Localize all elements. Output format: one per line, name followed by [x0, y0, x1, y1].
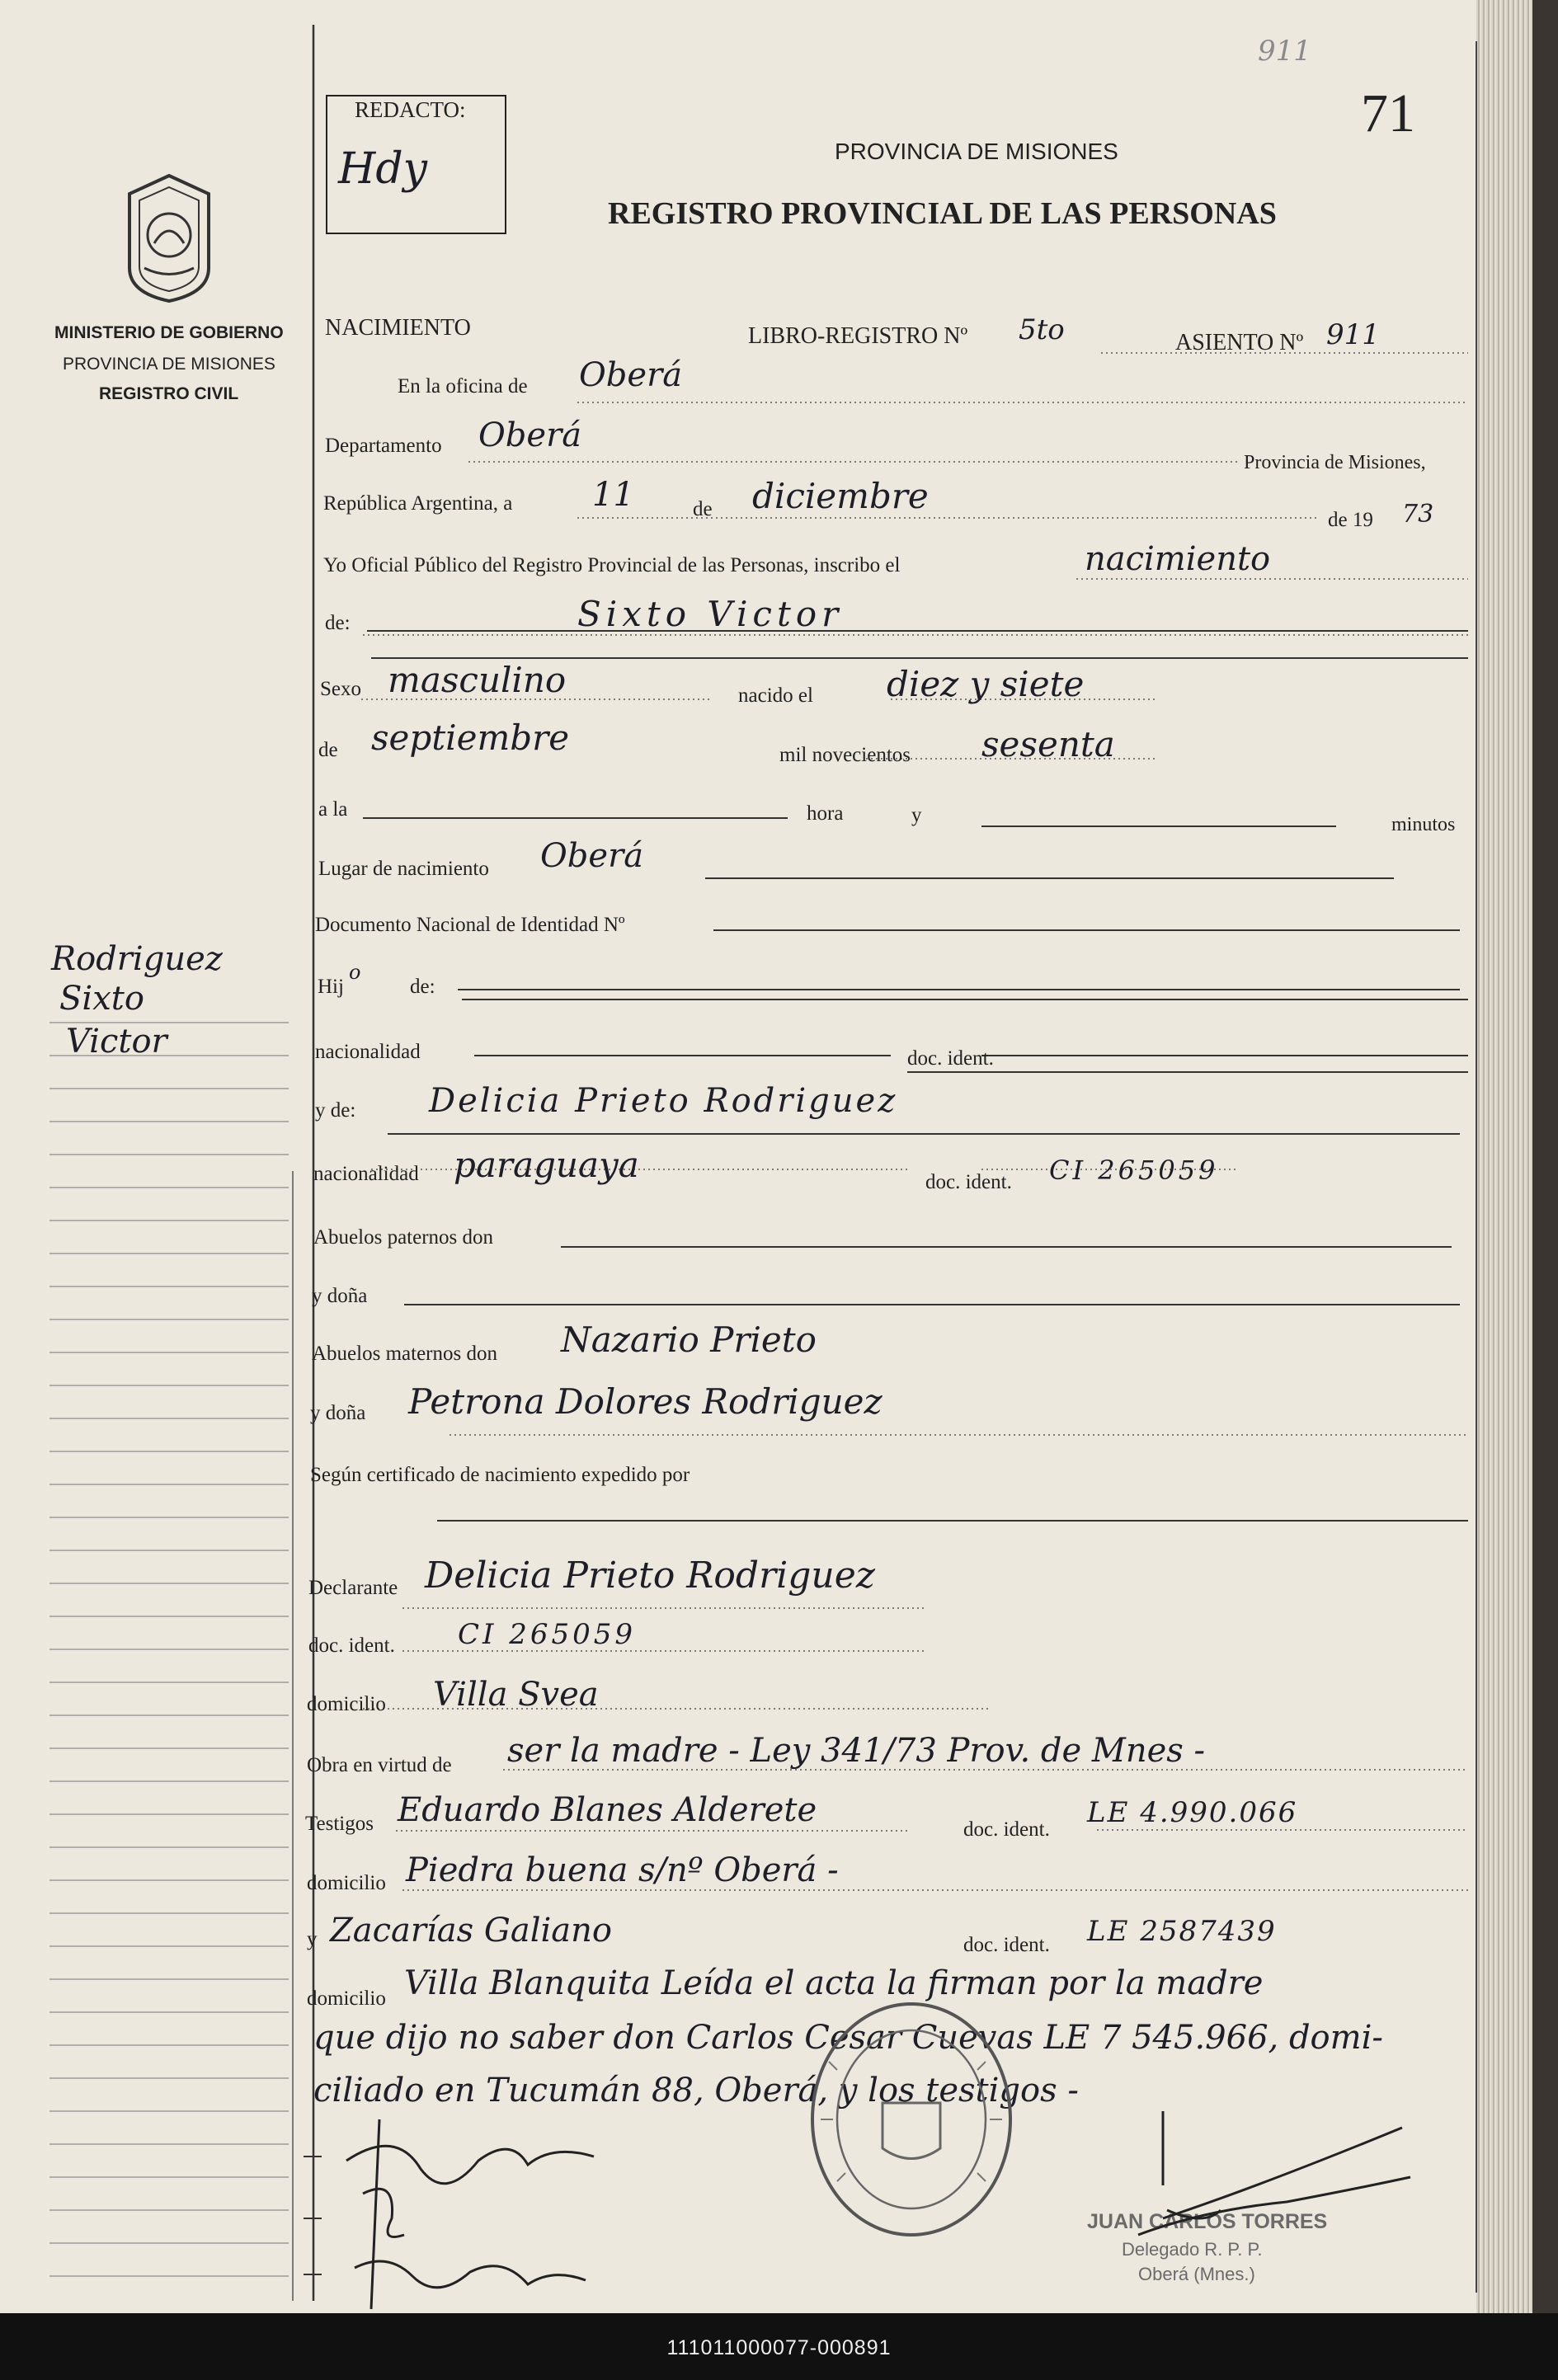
dia-value: 11 [592, 476, 634, 514]
oficina-label: En la oficina de [398, 375, 528, 397]
abuelo-materno-value: Nazario Prieto [561, 1319, 817, 1360]
sexo-value: masculino [388, 660, 567, 700]
ministry-line-1: MINISTERIO DE GOBIERNO [54, 323, 284, 342]
domicilio-label: domicilio [307, 1693, 386, 1715]
abuela-paterna-label: y doña [312, 1285, 368, 1307]
margin-note-first-name: Sixto [59, 980, 144, 1018]
decl-doc-value: CI 265059 [458, 1618, 637, 1651]
segun-label: Según certificado de nacimiento expedido por [310, 1464, 690, 1486]
declarante-value: Delicia Prieto Rodriguez [425, 1555, 875, 1597]
y-testigo-label: y [307, 1928, 318, 1950]
obra-label: Obra en virtud de [307, 1754, 452, 1776]
decl-doc-label: doc. ident. [308, 1634, 395, 1657]
continuation-line-2: ciliado en Tucumán 88, Oberá, y los testigos - [313, 2072, 1079, 2110]
departamento-value: Oberá [478, 416, 582, 454]
abuela-materna-label: y doña [310, 1402, 366, 1424]
mes-nac-value: septiembre [371, 717, 570, 758]
provincia-suffix: Provincia de Misiones, [1244, 452, 1426, 473]
de2-label: de [318, 739, 338, 761]
hijo-suffix: o [349, 961, 361, 984]
name-label: de: [325, 612, 351, 634]
domicilio-value: Villa Svea [433, 1676, 599, 1714]
sexo-label: Sexo [320, 678, 361, 700]
nacido-label: nacido el [738, 684, 813, 707]
name-value: Sixto Victor [577, 594, 844, 634]
testigo2-doc-value: LE 2587439 [1087, 1915, 1277, 1948]
stamp-name: JUAN CARLOS TORRES [1087, 2210, 1328, 2233]
margin-note-second-name: Victor [66, 1023, 167, 1061]
abuelos-maternos-label: Abuelos maternos don [312, 1343, 497, 1365]
stamp-place: Oberá (Mnes.) [1138, 2264, 1255, 2284]
oficial-text: Yo Oficial Público del Registro Provincial de las Personas, inscribo el [323, 554, 901, 576]
hijo-de-label: de: [410, 976, 435, 998]
departamento-label: Departamento [325, 435, 442, 457]
ministry-line-2: PROVINCIA DE MISIONES [63, 355, 275, 374]
hora-prefix-label: a la [318, 798, 348, 821]
registry-heading: REGISTRO PROVINCIAL DE LAS PERSONAS [608, 196, 1277, 231]
oficina-value: Oberá [579, 356, 683, 394]
hijo-label: Hij [318, 976, 344, 998]
libro-label: LIBRO-REGISTRO Nº [748, 323, 968, 349]
testigo1-value: Eduardo Blanes Alderete [398, 1791, 817, 1829]
asiento-label: ASIENTO Nº [1175, 330, 1304, 355]
madre-value: Delicia Prieto Rodriguez [429, 1082, 898, 1120]
lugar-value: Oberá [540, 837, 644, 875]
record-type-label: NACIMIENTO [325, 315, 471, 341]
asiento-value: 911 [1326, 318, 1380, 351]
nacionalidad-madre-value: paraguaya [454, 1145, 639, 1185]
testigo2-doc-label: doc. ident. [963, 1934, 1050, 1956]
testigo2-value: Zacarías Galiano [330, 1912, 612, 1950]
minutos-label: minutos [1391, 814, 1456, 835]
doc-madre-value: CI 265059 [1049, 1155, 1219, 1186]
testigo1-dom-label: domicilio [307, 1872, 386, 1894]
stamp-title: Delegado R. P. P. [1122, 2239, 1263, 2260]
testigo2-dom-label: domicilio [307, 1987, 386, 2010]
dni-label: Documento Nacional de Identidad Nº [315, 914, 625, 936]
y-label: y [911, 804, 922, 826]
declarante-label: Declarante [308, 1577, 398, 1599]
anio-label: de 19 [1328, 509, 1373, 531]
testigo1-doc-label: doc. ident. [963, 1818, 1050, 1841]
republica-label: República Argentina, a [323, 492, 513, 515]
nacido-value: diez y siete [887, 664, 1085, 704]
province-crest-icon [120, 169, 219, 305]
continuation-line-1: que dijo no saber don Carlos Cesar Cuevas LE 7 545.966, domi- [313, 2019, 1383, 2057]
testigo1-dom-value: Piedra buena s/nº Oberá - [406, 1851, 839, 1889]
mil-label: mil novecientos [779, 744, 911, 766]
yde-label: y de: [315, 1099, 356, 1122]
inscribo-value: nacimiento [1085, 540, 1271, 578]
hora-label: hora [807, 802, 844, 825]
page-number: 71 [1361, 83, 1415, 143]
testigo1-doc-value: LE 4.990.066 [1087, 1796, 1298, 1829]
doc-madre-label: doc. ident. [925, 1171, 1012, 1193]
nacionalidad-madre-label: nacionalidad [313, 1163, 419, 1185]
signatures-icon [313, 2111, 1468, 2317]
redacto-value: Hdy [338, 144, 428, 194]
mes-value: diciembre [752, 476, 929, 516]
redacto-label: REDACTO: [355, 97, 466, 122]
testigo2-dom-value: Villa Blanquita Leída el acta la firman por la madre [404, 1964, 1264, 2002]
lugar-label: Lugar de nacimiento [318, 858, 489, 880]
anio-value: 73 [1402, 500, 1434, 529]
doc-padre-label: doc. ident. [907, 1047, 994, 1070]
margin-note-surname: Rodriguez [51, 940, 223, 978]
nacionalidad-padre-label: nacionalidad [315, 1041, 421, 1063]
abuela-materna-value: Petrona Dolores Rodriguez [408, 1381, 883, 1422]
ministry-line-3: REGISTRO CIVIL [99, 384, 239, 403]
testigos-label: Testigos [305, 1813, 374, 1835]
de-label: de [693, 498, 713, 520]
province-heading: PROVINCIA DE MISIONES [835, 139, 1118, 164]
abuelos-paternos-label: Abuelos paternos don [313, 1226, 494, 1249]
libro-value: 5to [1019, 313, 1065, 346]
obra-value: ser la madre - Ley 341/73 Prov. de Mnes - [507, 1732, 1206, 1770]
anio-nac-value: sesenta [981, 724, 1115, 764]
corner-number: 911 [1258, 35, 1311, 68]
scan-footer-id: 111011000077-000891 [666, 2336, 892, 2359]
